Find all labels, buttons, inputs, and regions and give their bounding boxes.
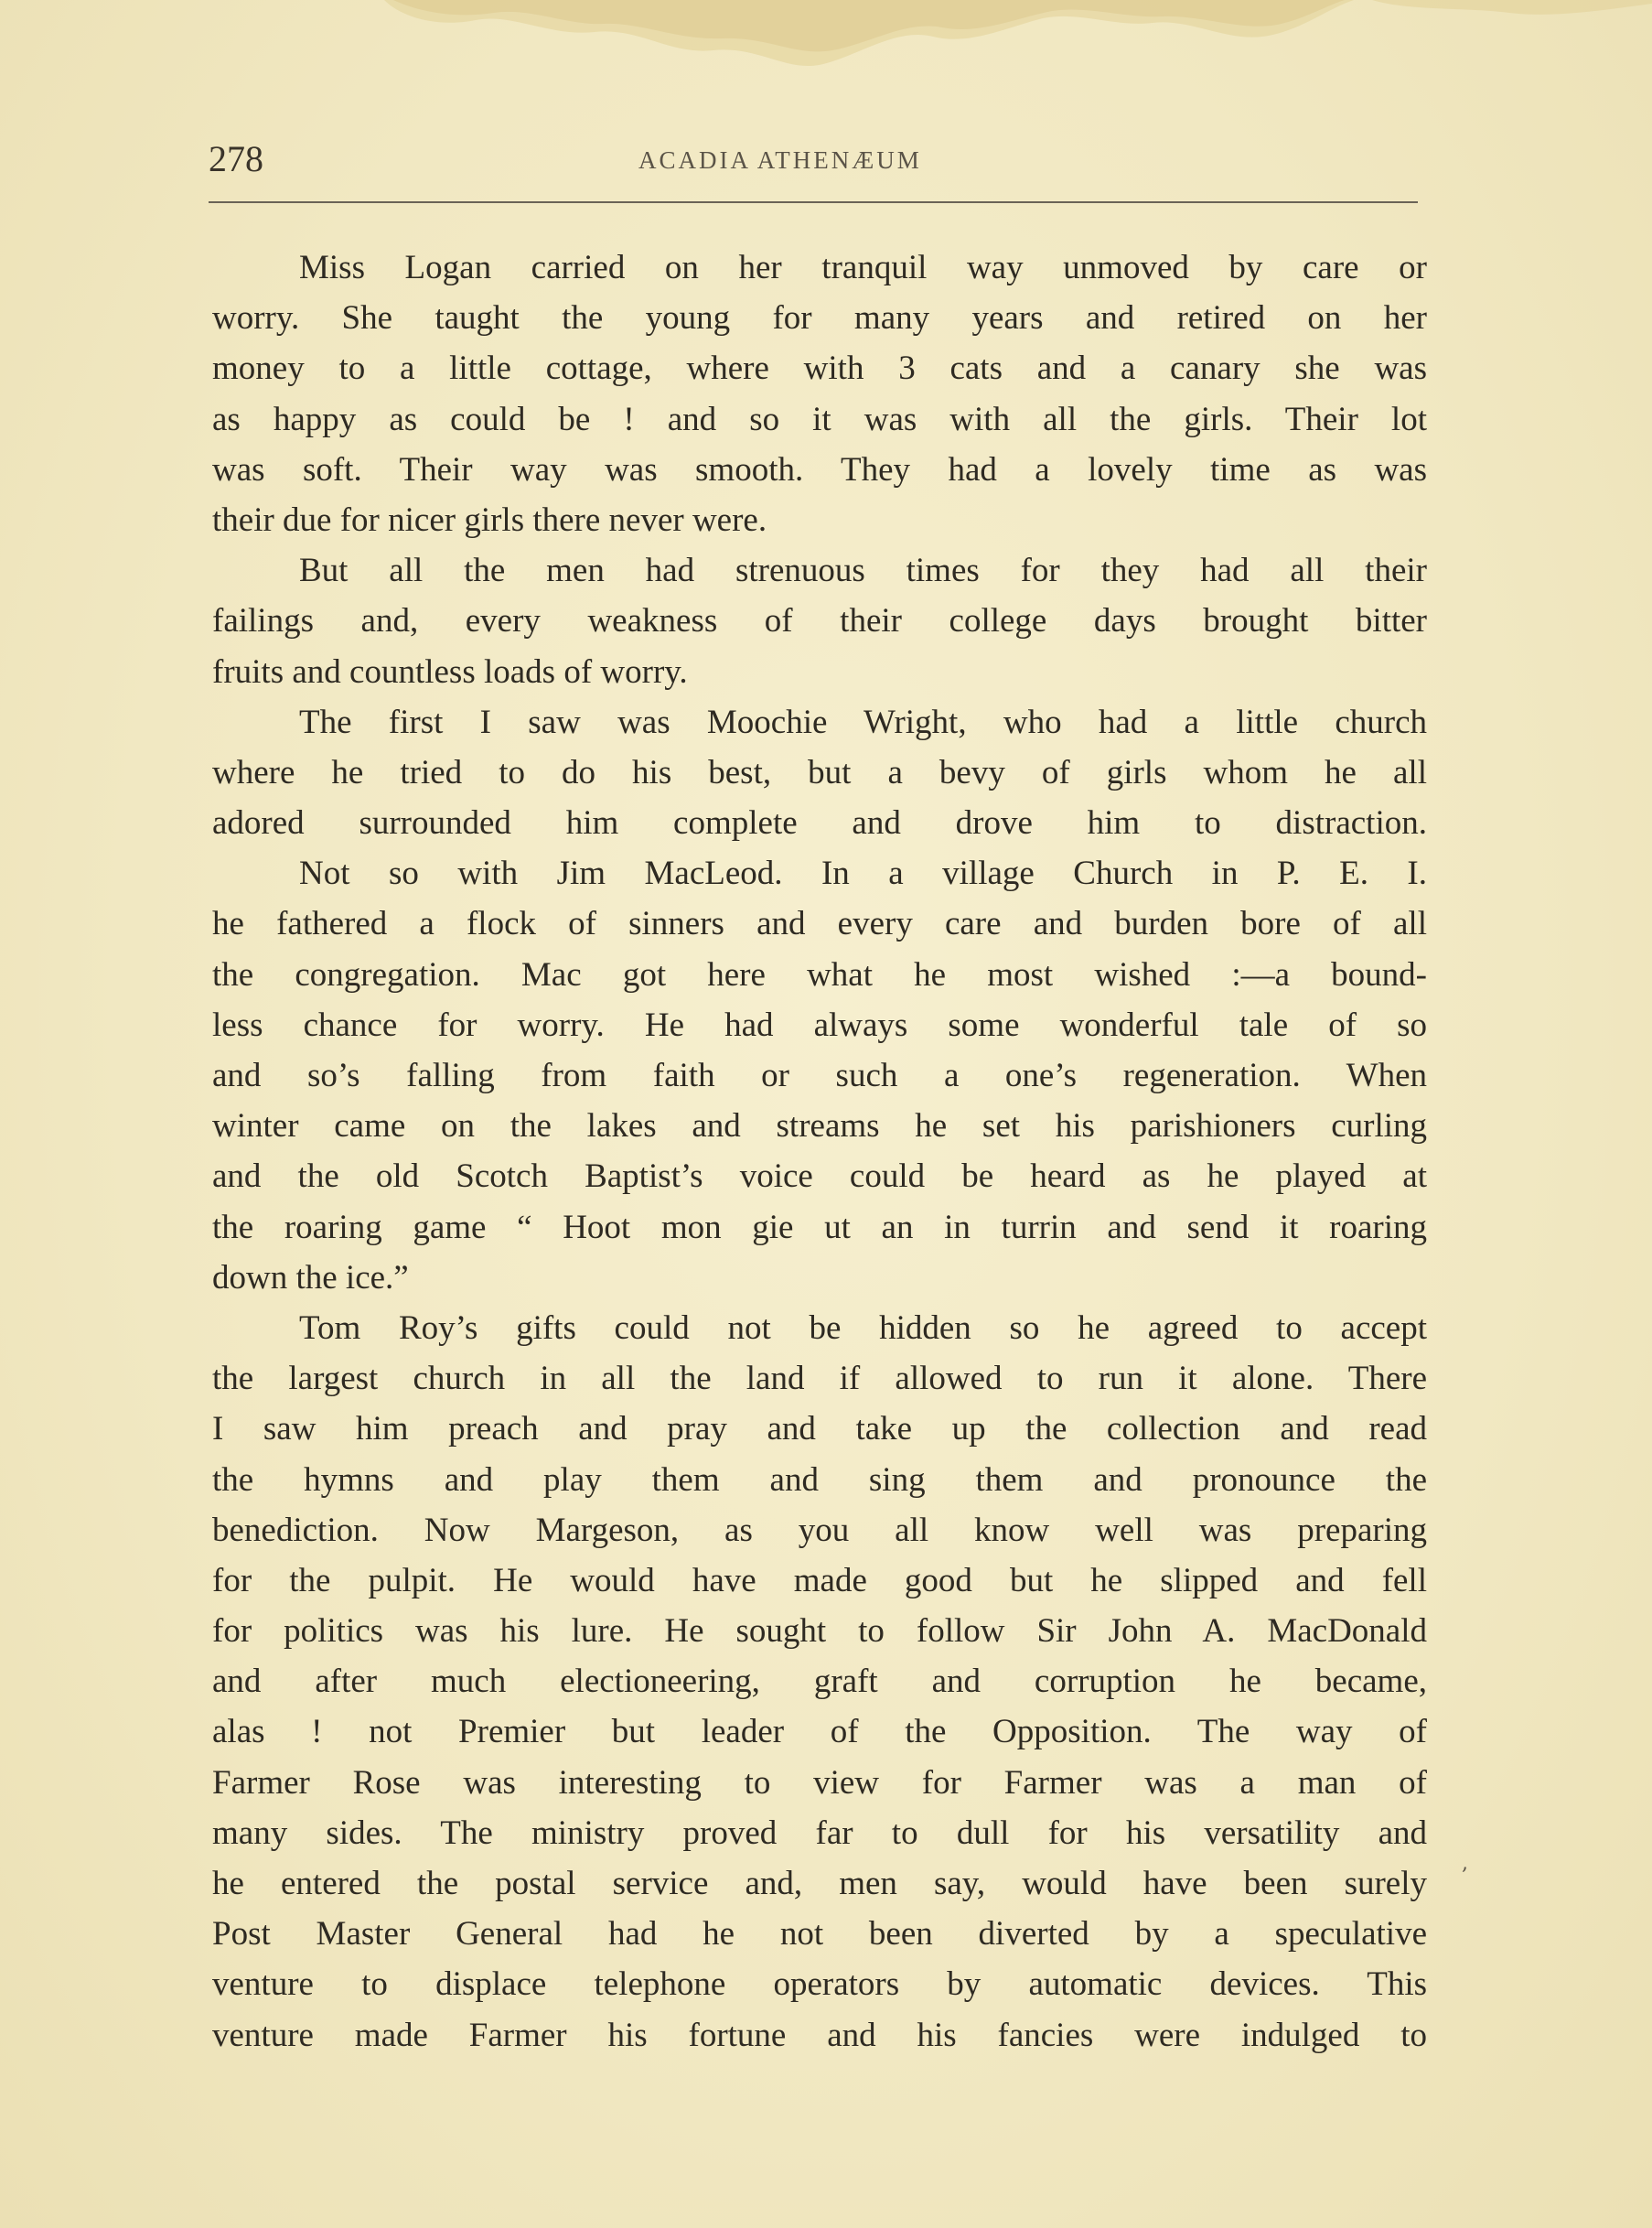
text-line: he fathered a flock of sinners and every care and burden bore of all bbox=[212, 905, 1427, 943]
text-line: for politics was his lure. He sought to follow Sir John A. MacDonald bbox=[212, 1612, 1427, 1651]
text-line: was soft. Their way was smooth. They had a lovely time as was bbox=[212, 450, 1427, 489]
text-line: many sides. The ministry proved far to dull for his versatility and bbox=[212, 1814, 1427, 1852]
text-line: I saw him preach and pray and take up the collection and read bbox=[212, 1410, 1427, 1448]
text-line: Farmer Rose was interesting to view for Farmer was a man of bbox=[212, 1763, 1427, 1802]
text-line: the roaring game “ Hoot mon gie ut an in turrin and send it roaring bbox=[212, 1208, 1427, 1246]
text-line: adored surrounded him complete and drove him to distraction. bbox=[212, 804, 1427, 843]
running-head bbox=[209, 137, 1416, 183]
text-line: venture made Farmer his fortune and his fancies were indulged to bbox=[212, 2016, 1427, 2054]
text-line: and after much electioneering, graft and corruption he became, bbox=[212, 1663, 1427, 1701]
text-line: Tom Roy’s gifts could not be hidden so he agreed to accept bbox=[299, 1308, 1427, 1347]
text-line: money to a little cottage, where with 3 cats and a canary she was bbox=[212, 350, 1427, 388]
text-line: worry. She taught the young for many years and retired on her bbox=[212, 299, 1427, 338]
text-line: Miss Logan carried on her tranquil way unmoved by care or bbox=[299, 249, 1427, 286]
text-line: the largest church in all the land if allowed to run it alone. There bbox=[212, 1360, 1427, 1398]
text-line: the congregation. Mac got here what he most wished :—a bound- bbox=[212, 955, 1427, 994]
text-line: fruits and countless loads of worry. bbox=[212, 652, 688, 691]
text-line: he entered the postal service and, men say, would have been surely bbox=[212, 1865, 1427, 1902]
text-line: for the pulpit. He would have made good but he slipped and fell bbox=[212, 1561, 1427, 1599]
page-number: 278 bbox=[209, 138, 263, 179]
water-stain bbox=[0, 0, 1652, 137]
text-line: failings and, every weakness of their college days brought bitter bbox=[212, 602, 1427, 640]
text-line: and the old Scotch Baptist’s voice could be heard as he played at bbox=[212, 1157, 1427, 1196]
text-line: as happy as could be ! and so it was with all the girls. Their lot bbox=[212, 400, 1427, 438]
text-line: benediction. Now Margeson, as you all know well was preparing bbox=[212, 1511, 1427, 1549]
text-line: alas ! not Premier but leader of the Opposition. The way of bbox=[212, 1713, 1427, 1751]
text-line: where he tried to do his best, but a bevy of girls whom he all bbox=[212, 753, 1427, 791]
text-line: Not so with Jim MacLeod. In a village Church in P. E. I. bbox=[299, 855, 1427, 893]
text-line: less chance for worry. He had always some wonderful tale of so bbox=[212, 1006, 1427, 1044]
text-line: The first I saw was Moochie Wright, who had a little church bbox=[299, 703, 1427, 741]
text-line: the hymns and play them and sing them and pronounce the bbox=[212, 1460, 1427, 1499]
text-line: winter came on the lakes and streams he set his parishioners curling bbox=[212, 1107, 1427, 1146]
margin-mark: , bbox=[1462, 1852, 1468, 1875]
text-line: down the ice.” bbox=[212, 1258, 409, 1297]
header-rule bbox=[209, 201, 1418, 203]
text-line: But all the men had strenuous times for they had all their bbox=[299, 552, 1427, 590]
text-line: venture to displace telephone operators by automatic devices. This bbox=[212, 1965, 1427, 2004]
text-line: Post Master General had he not been diverted by a speculative bbox=[212, 1915, 1427, 1954]
running-title: ACADIA ATHENÆUM bbox=[638, 146, 922, 174]
text-line: their due for nicer girls there never were. bbox=[212, 500, 767, 539]
body-text bbox=[212, 242, 1427, 2061]
text-line: and so’s falling from faith or such a one’s regeneration. When bbox=[212, 1057, 1427, 1094]
